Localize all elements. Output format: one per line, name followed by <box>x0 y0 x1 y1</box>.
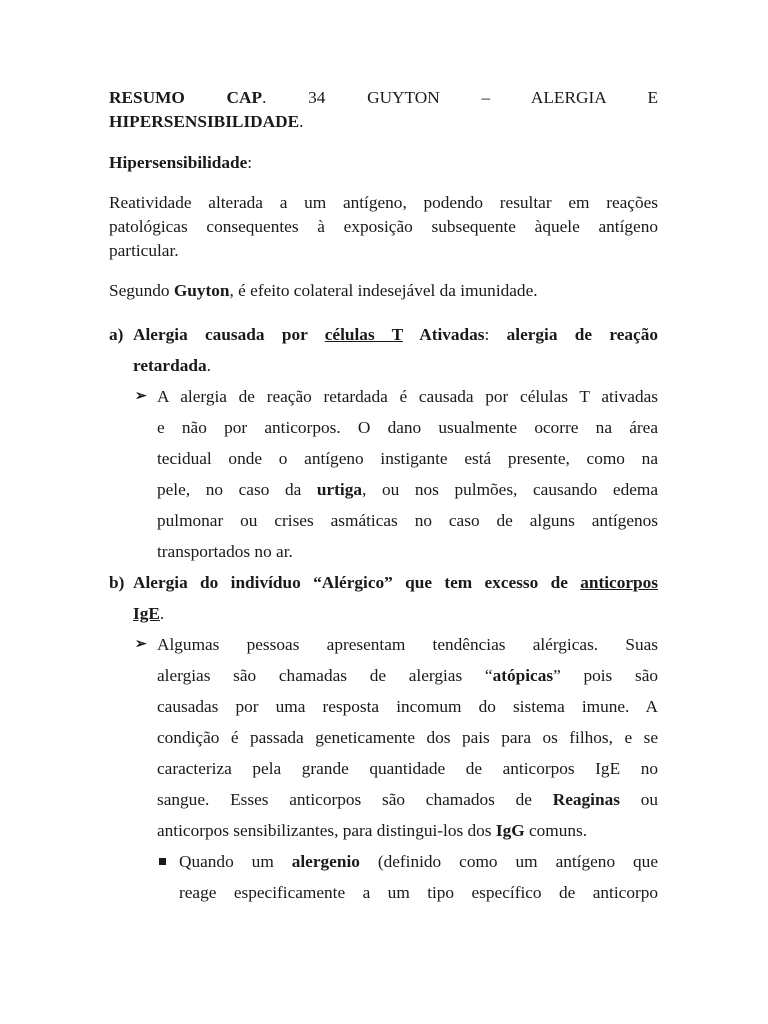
definition-paragraph: Reatividade alterada a um antígeno, podendo resultar em reações patológicas consequentes à exposição subsequente àquele antígeno particular. <box>109 193 658 260</box>
square-bullet-icon <box>159 858 166 865</box>
document-title <box>109 86 658 134</box>
guyton-paragraph: Segundo Guyton, é efeito colateral indesejável da imunidade. <box>109 281 538 300</box>
arrow-bullet-icon: ➢ <box>135 389 147 404</box>
section-a-heading-line-1: Alergia causada por células T Ativadas: alergia de reação <box>133 325 658 344</box>
section-b-heading-line-1: Alergia do indivíduo “Alérgico” que tem excesso de anticorpos <box>133 573 658 592</box>
arrow-bullet-icon: ➢ <box>135 637 147 652</box>
section-a-marker: a) <box>109 325 124 344</box>
section-b-marker: b) <box>109 573 125 592</box>
section-b-heading-line-2: IgE. <box>133 604 165 623</box>
heading-hipersensibilidade: Hipersensibilidade: <box>109 153 253 172</box>
section-b-bullet: ➢ Algumas pessoas apresentam tendências alérgicas. Suas alergias são chamadas de alergias “atópicas” pois são causadas por uma resposta incomum do sistema imune. A condição é passada geneticamente dos pais para os filhos, e se caracteriza pela grande quantidade de anticorpos IgE no sangue. Esses anticorpos são chamados de Reaginas ou anticorpos sensibilizantes, para distingui-los dos IgG comuns. <box>109 629 658 846</box>
section-a-bullet: ➢ A alergia de reação retardada é causada por células T ativadas e não por anticorpos. O dano usualmente ocorre na área tecidual onde o antígeno instigante está presente, como na pele, no caso da urtiga, ou nos pulmões, causando edema pulmonar ou crises asmáticas no caso de alguns antígenos transportados no ar. <box>109 381 658 567</box>
section-a <box>109 319 658 381</box>
section-b-sub-bullet: Quando um alergenio (definido como um antígeno que reage especificamente a um tipo específico de anticorpo <box>109 846 658 908</box>
title-line-1: RESUMO CAP. 34 GUYTON – ALERGIA E <box>109 88 658 107</box>
section-a-heading-line-2: retardada. <box>133 356 211 375</box>
document-page <box>109 86 658 908</box>
section-b <box>109 567 658 629</box>
title-line-2: HIPERSENSIBILIDADE. <box>109 112 304 131</box>
